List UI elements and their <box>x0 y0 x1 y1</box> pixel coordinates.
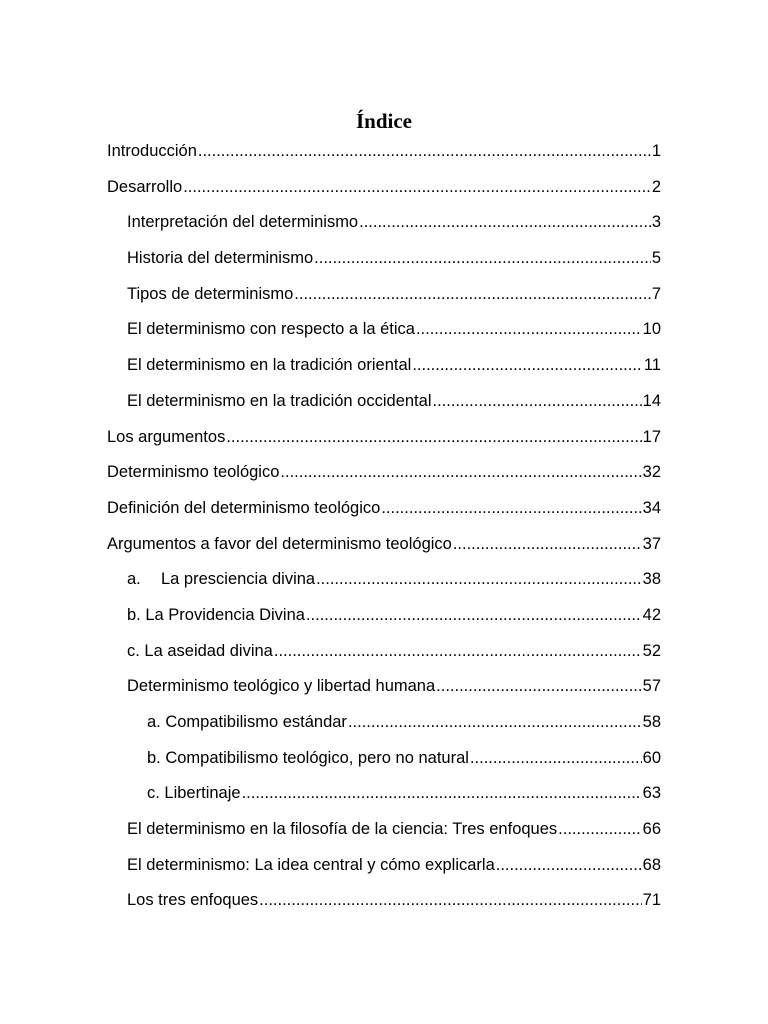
toc-entry-label: Definición del determinismo teológico <box>107 498 381 517</box>
dot-leader <box>306 604 642 626</box>
toc-entry <box>107 675 661 711</box>
toc-entry-label: c. La aseidad divina <box>127 641 273 660</box>
table-of-contents <box>107 140 661 925</box>
toc-entry <box>107 711 661 747</box>
dot-leader <box>226 426 641 448</box>
dot-leader <box>198 140 651 162</box>
dot-leader <box>294 283 651 305</box>
dot-leader <box>274 640 642 662</box>
toc-entry <box>107 747 661 783</box>
toc-entry-label: b. Compatibilismo teológico, pero no natural <box>147 748 469 767</box>
toc-entry-label: El determinismo en la tradición oriental <box>127 356 412 375</box>
toc-entry-page: 11 <box>643 356 661 375</box>
toc-entry-page: 14 <box>642 391 661 410</box>
toc-entry-page: 57 <box>642 677 661 696</box>
toc-entry <box>107 140 661 176</box>
toc-entry-page: 58 <box>642 713 661 731</box>
toc-entry <box>107 604 661 640</box>
toc-entry-label: Argumentos a favor del determinismo teológico <box>107 534 452 553</box>
toc-entry <box>107 889 661 925</box>
toc-entry-page: 63 <box>642 784 661 803</box>
dot-leader <box>314 247 651 269</box>
toc-entry <box>107 782 661 818</box>
toc-entry-page: 38 <box>642 570 661 589</box>
toc-entry <box>107 211 661 247</box>
toc-entry <box>107 497 661 533</box>
toc-entry-page: 68 <box>642 855 661 874</box>
toc-entry <box>107 247 661 283</box>
toc-entry-page: 1 <box>651 142 661 160</box>
toc-entry-label: a. Compatibilismo estándar <box>147 713 347 731</box>
toc-entry-label: Introducción <box>107 142 197 160</box>
dot-leader <box>433 390 642 412</box>
toc-entry-label: Interpretación del determinismo <box>127 213 359 232</box>
toc-entry-label: Historia del determinismo <box>127 249 314 268</box>
toc-entry-page: 42 <box>642 605 661 624</box>
toc-entry-label: El determinismo en la filosofía de la ciencia: Tres enfoques <box>127 820 558 839</box>
toc-entry-page: 10 <box>642 320 661 339</box>
toc-entry-label <box>127 568 315 590</box>
toc-entry-label: Determinismo teológico <box>107 463 280 482</box>
dot-leader <box>412 354 643 376</box>
toc-entry-page: 32 <box>642 463 661 482</box>
dot-leader <box>259 889 641 911</box>
dot-leader <box>242 782 642 804</box>
dot-leader <box>496 854 642 876</box>
toc-entry-page: 5 <box>651 249 661 268</box>
toc-entry-label: El determinismo en la tradición occidental <box>127 391 432 410</box>
page-title: Índice <box>355 109 412 133</box>
dot-leader <box>470 747 642 769</box>
toc-entry <box>107 640 661 676</box>
toc-entry <box>107 176 661 212</box>
toc-entry-label: Determinismo teológico y libertad humana <box>127 677 436 696</box>
dot-leader <box>453 533 642 555</box>
toc-entry-page: 37 <box>642 534 661 553</box>
toc-entry-page: 3 <box>651 213 661 232</box>
toc-entry-page: 60 <box>642 748 661 767</box>
dot-leader <box>359 211 651 233</box>
dot-leader <box>436 675 641 697</box>
toc-entry-label: Desarrollo <box>107 177 183 196</box>
toc-entry-label: Los tres enfoques <box>127 891 259 910</box>
dot-leader <box>558 818 641 840</box>
toc-entry <box>107 818 661 854</box>
toc-entry-label: El determinismo con respecto a la ética <box>127 320 415 339</box>
toc-entry <box>107 354 661 390</box>
dot-leader <box>280 461 641 483</box>
toc-entry <box>107 283 661 319</box>
dot-leader <box>416 318 642 340</box>
toc-entry <box>107 854 661 890</box>
toc-entry-label: b. La Providencia Divina <box>127 605 305 624</box>
toc-entry-label: c. Libertinaje <box>147 784 241 803</box>
toc-entry <box>107 426 661 462</box>
toc-entry <box>107 390 661 426</box>
toc-entry <box>107 568 661 604</box>
toc-entry-page: 17 <box>642 427 661 446</box>
toc-entry-label: Tipos de determinismo <box>127 284 294 303</box>
toc-entry-page: 71 <box>642 891 661 910</box>
dot-leader <box>316 568 642 590</box>
toc-entry <box>107 533 661 569</box>
dot-leader <box>348 711 642 733</box>
list-marker: a. <box>127 570 141 589</box>
toc-entry <box>107 318 661 354</box>
dot-leader <box>183 176 651 198</box>
dot-leader <box>381 497 641 519</box>
toc-entry-text: La presciencia divina <box>161 570 316 589</box>
toc-entry-page: 66 <box>642 820 661 839</box>
toc-entry-page: 52 <box>642 641 661 660</box>
toc-entry-label: Los argumentos <box>107 427 226 446</box>
toc-entry-page: 2 <box>651 177 661 196</box>
toc-entry-label: El determinismo: La idea central y cómo explicarla <box>127 855 495 874</box>
toc-entry-page: 7 <box>651 284 661 303</box>
toc-entry-page: 34 <box>642 498 661 517</box>
toc-entry <box>107 461 661 497</box>
